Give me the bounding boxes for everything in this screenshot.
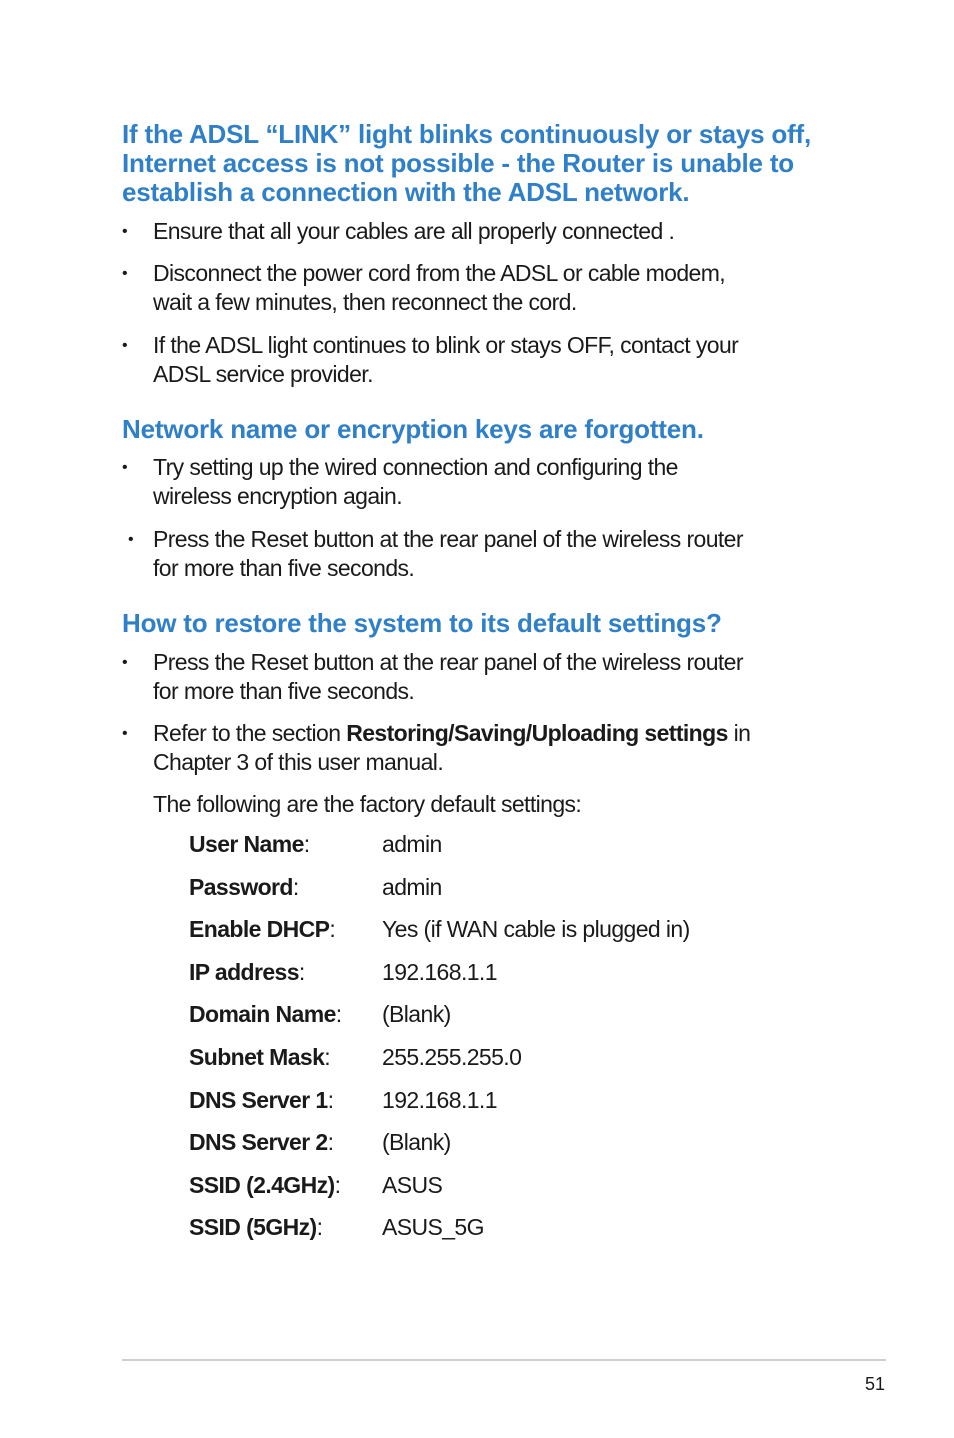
setting-row xyxy=(189,1213,809,1256)
setting-colon: : xyxy=(292,873,299,900)
bullet-icon: • xyxy=(122,459,128,476)
setting-name: DNS Server 2 xyxy=(189,1129,328,1156)
setting-name: SSID (2.4GHz) xyxy=(189,1171,335,1198)
setting-name: User Name xyxy=(189,831,304,857)
bullet-line: ADSL service provider. xyxy=(153,361,373,387)
page-number: 51 xyxy=(864,1374,885,1394)
bullet-icon: • xyxy=(122,725,128,742)
setting-colon: : xyxy=(298,958,305,985)
setting-row xyxy=(189,915,809,958)
bullet-line: Press the Reset button at the rear panel of the wireless router xyxy=(153,649,743,675)
setting-value: 192.168.1.1 xyxy=(382,1086,497,1113)
bullet-item xyxy=(122,331,842,389)
setting-name: IP address xyxy=(189,958,299,985)
setting-label xyxy=(189,1000,342,1029)
setting-row xyxy=(189,830,809,873)
bullet-icon: • xyxy=(128,531,134,548)
setting-label xyxy=(189,1086,333,1115)
bullet-item xyxy=(122,259,842,317)
setting-row xyxy=(189,873,809,916)
setting-label xyxy=(189,1043,330,1072)
setting-row xyxy=(189,1043,809,1086)
setting-value: admin xyxy=(382,831,442,857)
section-heading-adsl-link xyxy=(122,120,811,207)
setting-label xyxy=(189,873,299,902)
setting-row xyxy=(189,1086,809,1129)
setting-value: Yes (if WAN cable is plugged in) xyxy=(382,916,690,943)
bullet-line: for more than five seconds. xyxy=(153,555,415,581)
bullet-text xyxy=(153,259,842,317)
setting-row xyxy=(189,1128,809,1171)
bullet-line: Disconnect the power cord from the ADSL or cable modem, xyxy=(153,260,726,286)
bullet-line: Ensure that all your cables are all properly connected . xyxy=(153,218,675,244)
bullet-item xyxy=(122,648,842,706)
setting-row xyxy=(189,958,809,1001)
setting-row xyxy=(189,1000,809,1043)
bullet-line: wireless encryption again. xyxy=(153,483,403,509)
setting-colon: : xyxy=(329,916,336,943)
setting-label xyxy=(189,830,310,859)
bullet-icon: • xyxy=(122,265,128,282)
bullet-line: wait a few minutes, then reconnect the cord. xyxy=(153,289,577,315)
setting-colon: : xyxy=(335,1001,342,1028)
setting-label xyxy=(189,1171,340,1200)
setting-colon: : xyxy=(327,1129,334,1156)
refer-text: Chapter 3 of this user manual. xyxy=(153,749,444,775)
setting-value: 192.168.1.1 xyxy=(382,958,497,985)
section-reference: Restoring/Saving/Uploading settings xyxy=(346,720,728,746)
bullet-icon: • xyxy=(122,337,128,354)
bullet-text xyxy=(153,525,842,583)
setting-value: admin xyxy=(382,873,442,900)
bullet-line: for more than five seconds. xyxy=(153,678,415,704)
bullet-text xyxy=(153,331,842,389)
heading-line: If the ADSL “LINK” light blinks continuously or stays off, xyxy=(122,119,811,149)
footer-rule xyxy=(122,1359,886,1361)
section-heading-forgotten-keys xyxy=(122,415,704,444)
setting-colon: : xyxy=(327,1086,334,1113)
setting-name: DNS Server 1 xyxy=(189,1086,328,1113)
setting-value: 255.255.255.0 xyxy=(382,1043,522,1070)
setting-name: SSID (5GHz) xyxy=(189,1214,317,1241)
refer-text: in xyxy=(727,720,751,746)
bullet-item xyxy=(122,217,842,246)
setting-colon: : xyxy=(334,1171,341,1198)
heading-line: How to restore the system to its default settings? xyxy=(122,608,722,638)
setting-value: (Blank) xyxy=(382,1129,451,1156)
setting-name: Password xyxy=(189,873,293,900)
bullet-item xyxy=(122,525,842,583)
bullet-line: If the ADSL light continues to blink or stays OFF, contact your xyxy=(153,332,739,358)
bullet-text xyxy=(153,648,842,706)
bullet-icon: • xyxy=(122,654,128,671)
section-heading-restore-defaults xyxy=(122,609,722,638)
setting-value: ASUS_5G xyxy=(382,1214,484,1241)
setting-value: ASUS xyxy=(382,1171,443,1198)
setting-name: Domain Name xyxy=(189,1001,336,1028)
setting-label xyxy=(189,958,305,987)
bullet-item xyxy=(122,453,842,511)
bullet-line: Try setting up the wired connection and configuring the xyxy=(153,454,678,480)
setting-name: Subnet Mask xyxy=(189,1043,325,1070)
bullet-line: Press the Reset button at the rear panel of the wireless router xyxy=(153,526,743,552)
setting-name: Enable DHCP xyxy=(189,916,330,943)
heading-line: Network name or encryption keys are forgotten. xyxy=(122,414,704,444)
heading-line: establish a connection with the ADSL network. xyxy=(122,177,690,207)
setting-colon: : xyxy=(303,831,310,857)
setting-value: (Blank) xyxy=(382,1001,451,1028)
bullet-text xyxy=(153,453,842,511)
setting-label xyxy=(189,915,335,944)
setting-colon: : xyxy=(316,1214,323,1241)
setting-label xyxy=(189,1128,333,1157)
defaults-intro: The following are the factory default settings: xyxy=(153,791,582,817)
refer-text: Refer to the section xyxy=(153,720,347,746)
bullet-text xyxy=(153,217,842,246)
bullet-icon: • xyxy=(122,223,128,240)
bullet-item-refer xyxy=(122,719,842,777)
default-settings-list xyxy=(189,830,809,1256)
setting-colon: : xyxy=(324,1043,331,1070)
heading-line: Internet access is not possible - the Router is unable to xyxy=(122,148,794,178)
setting-label xyxy=(189,1213,322,1242)
bullet-text xyxy=(153,719,842,777)
setting-row xyxy=(189,1171,809,1214)
